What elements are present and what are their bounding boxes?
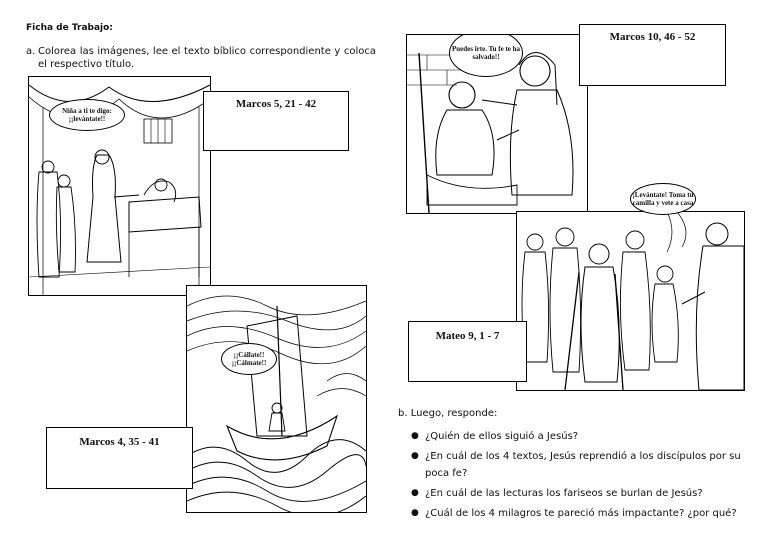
label-box-marcos-4 — [46, 427, 193, 489]
instruction-letter: a. — [26, 46, 36, 57]
instruction-text: Colorea las imágenes, lee el texto bíblico correspondiente y coloca el respectivo título. — [38, 46, 376, 70]
label-text-marcos-4: Marcos 4, 35 - 41 — [79, 436, 160, 448]
section-b-intro: b. Luego, responde: — [398, 408, 498, 419]
bullet-icon: ● — [411, 431, 419, 441]
label-box-marcos-5 — [203, 91, 349, 151]
bullet-icon: ● — [411, 508, 419, 518]
speech-text-bartimaeus: Puedes irte. Tu fe te ha salvado!! — [451, 45, 521, 61]
question-text: ¿En cuál de las lecturas los fariseos se burlan de Jesús? — [425, 488, 703, 499]
bullet-icon: ● — [411, 451, 419, 461]
question-item — [411, 428, 751, 445]
bullet-icon: ● — [411, 488, 419, 498]
instruction-a — [26, 45, 376, 71]
illustration-bartimaeus — [406, 34, 588, 214]
speech-text-paralytic: ¡Levántate! Toma tu camilla y vete a casa — [632, 191, 694, 207]
question-text: ¿Quién de ellos siguió a Jesús? — [425, 431, 579, 442]
question-text: ¿En cuál de los 4 textos, Jesús reprendió a los discípulos por su poca fe? — [425, 451, 741, 479]
question-list — [411, 428, 751, 525]
illustration-calming-storm — [186, 285, 367, 513]
speech-text-jairo: Niña a ti te digo: ¡¡levántate!! — [62, 107, 112, 123]
label-text-mateo-9: Mateo 9, 1 - 7 — [435, 330, 500, 342]
label-text-marcos-10: Marcos 10, 46 - 52 — [609, 31, 696, 43]
question-item — [411, 505, 751, 522]
label-box-marcos-10 — [579, 24, 726, 86]
question-text: ¿Cuál de los 4 milagros te pareció más impactante? ¿por qué? — [425, 508, 737, 519]
speech-bubble-storm — [221, 343, 277, 375]
illustration-jairo-daughter — [28, 76, 211, 296]
worksheet-heading: Ficha de Trabajo: — [26, 23, 113, 33]
question-item — [411, 448, 751, 482]
drawing-calming-storm — [187, 286, 366, 512]
drawing-paralytic — [517, 212, 744, 390]
speech-text-storm: ¡¡Cállate!! ¡¡Cálmate!! — [231, 351, 267, 367]
speech-bubble-paralytic — [630, 183, 696, 215]
illustration-paralytic — [516, 211, 745, 391]
label-text-marcos-5: Marcos 5, 21 - 42 — [235, 98, 317, 110]
label-box-mateo-9 — [408, 321, 527, 382]
speech-bubble-jairo — [49, 99, 125, 131]
question-item — [411, 485, 751, 502]
